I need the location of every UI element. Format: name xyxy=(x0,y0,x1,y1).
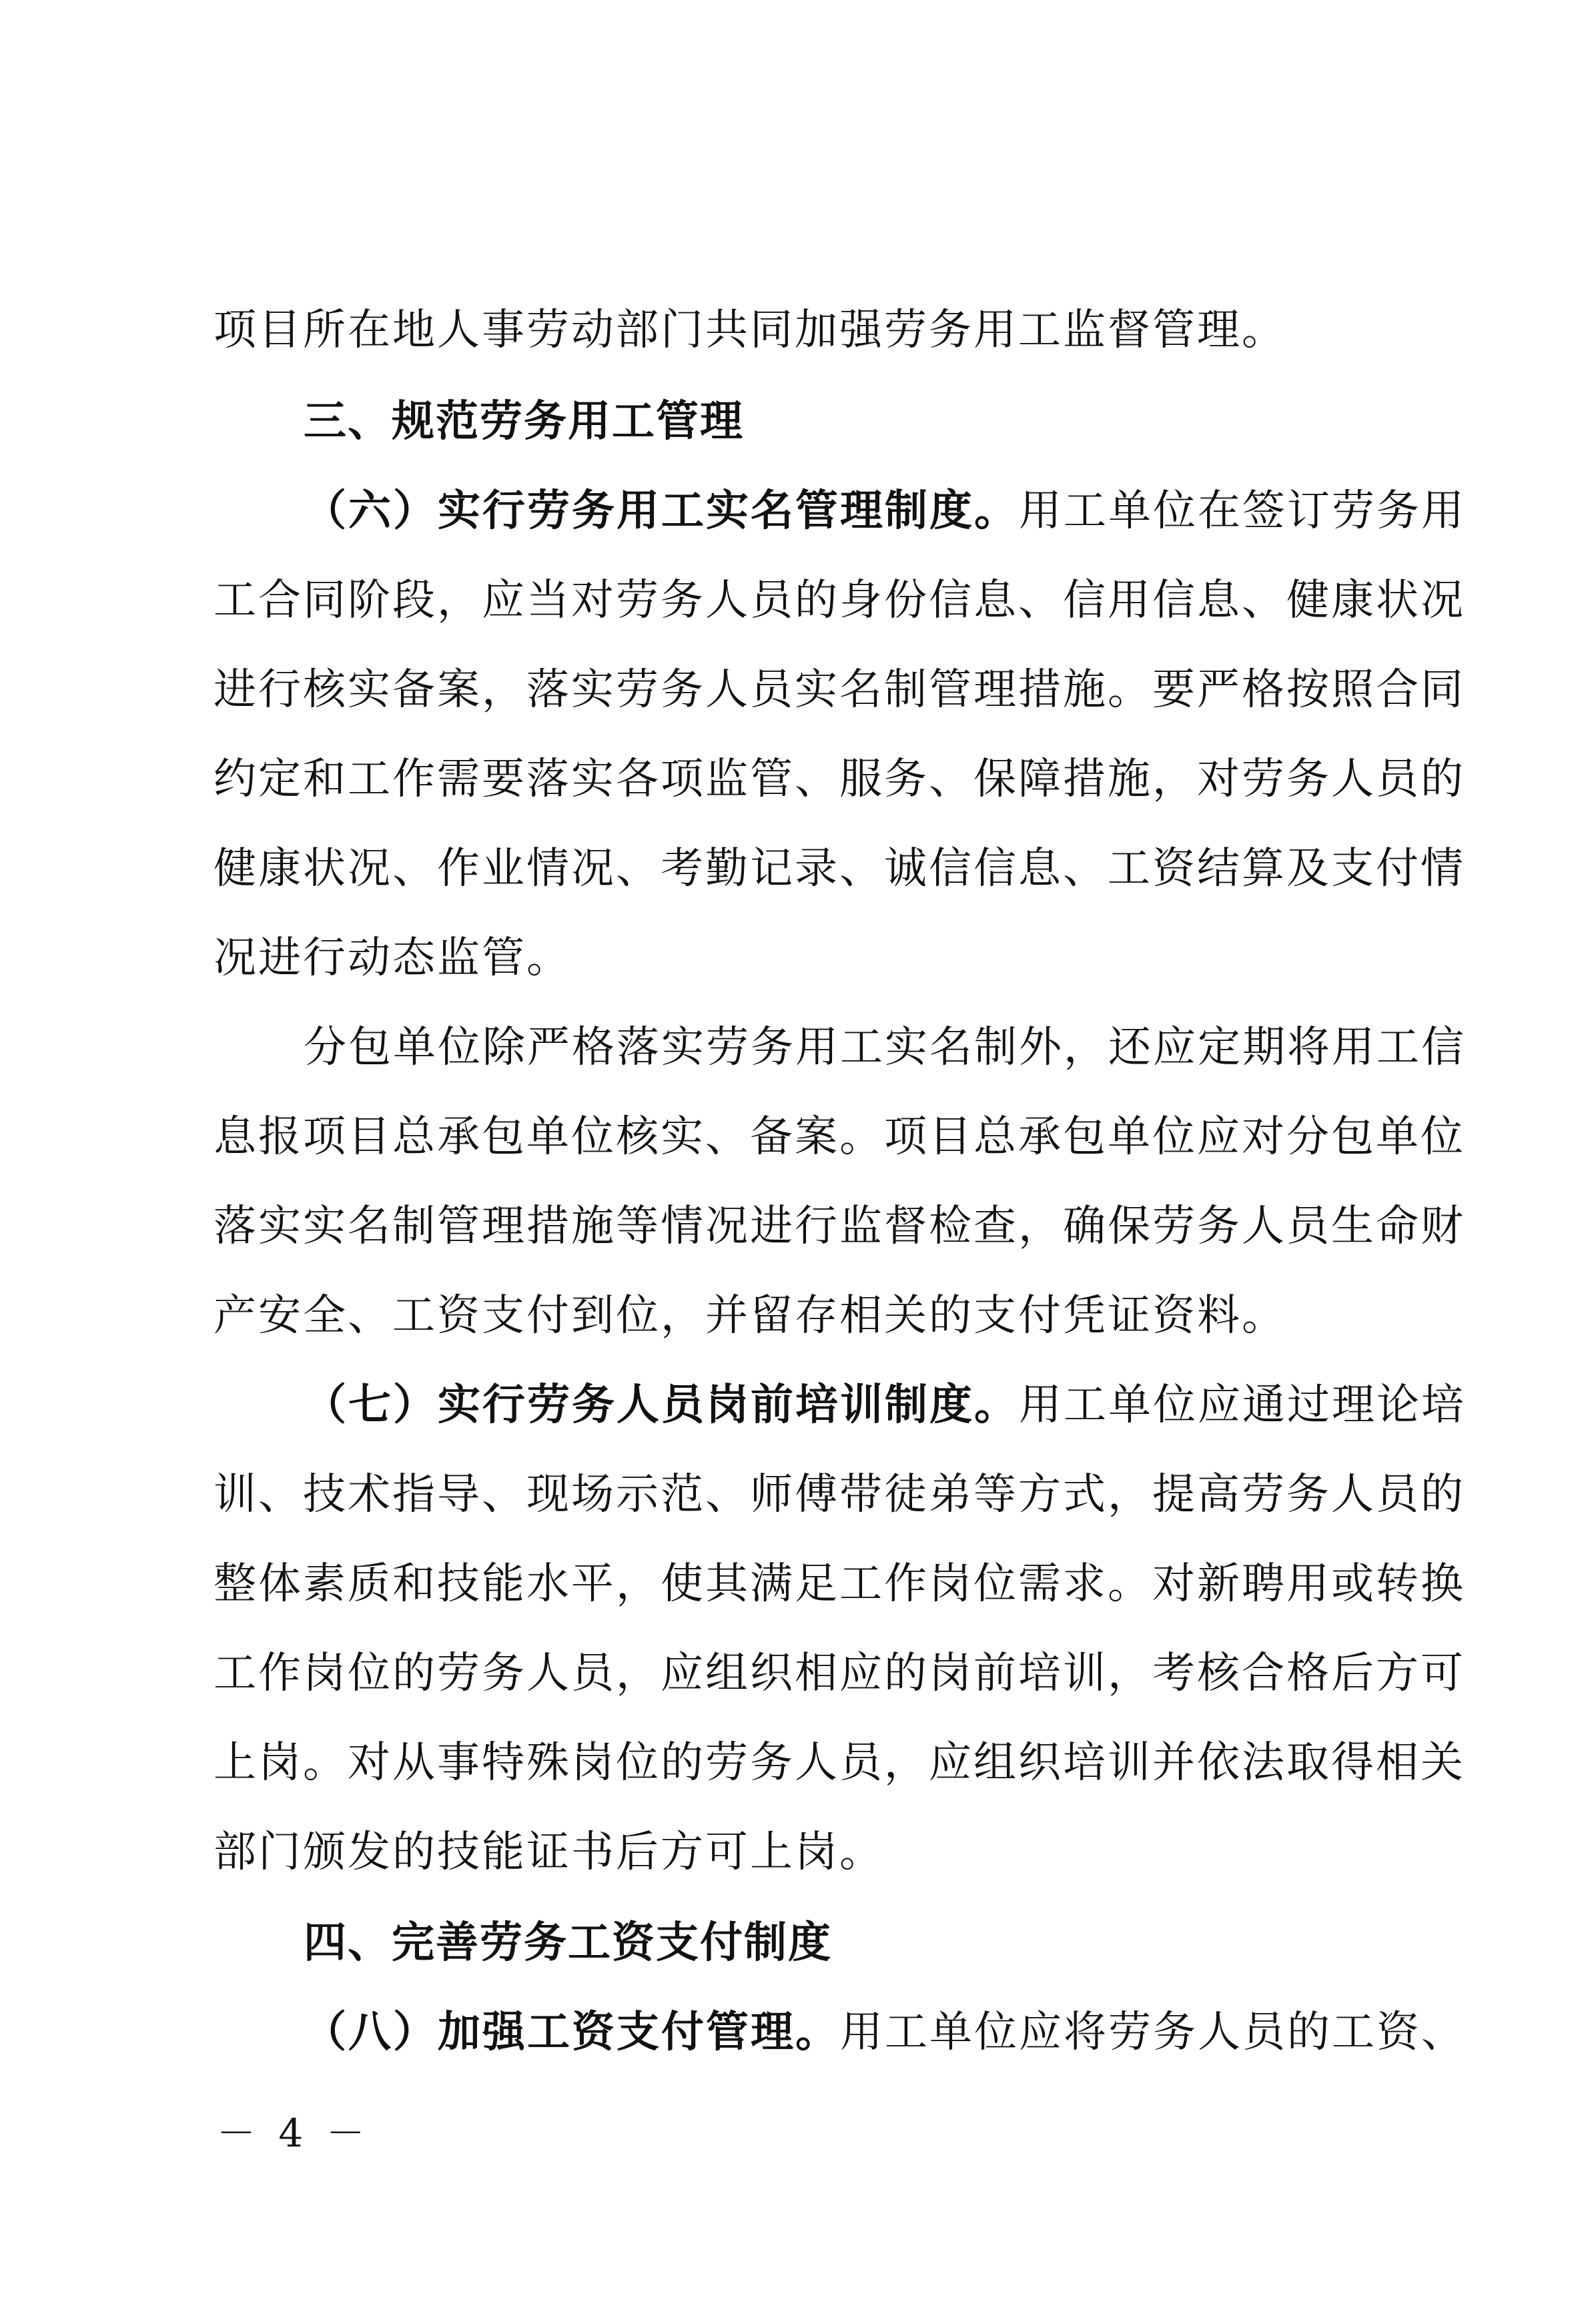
paragraph-6-start xyxy=(304,484,1545,538)
body-line-14 xyxy=(214,1468,1465,1521)
line-text: 工作岗位的劳务人员，应组织相应的岗前培训，考核合格后方可 xyxy=(214,1649,1465,1698)
section-heading-3 xyxy=(304,395,1545,448)
line-text: 健康状况、作业情况、考勤记录、诚信信息、工资结算及支付情 xyxy=(214,844,1465,893)
line-text: 工合同阶段，应当对劳务人员的身份信息、信用信息、健康状况 xyxy=(214,576,1465,625)
body-line-4 xyxy=(214,574,1465,627)
body-line-6 xyxy=(214,753,1465,806)
line-text: 用工单位应将劳务人员的工资、 xyxy=(840,2008,1466,2057)
line-text: 进行核实备案，落实劳务人员实名制管理措施。要严格按照合同 xyxy=(214,665,1465,715)
line-text: 项目所在地人事劳动部门共同加强劳务用工监督管理。 xyxy=(214,306,1286,355)
paragraph-lead: （八）加强工资支付管理。 xyxy=(304,2007,840,2057)
line-text: 用工单位应通过理论培 xyxy=(1019,1381,1466,1430)
body-line-11 xyxy=(214,1200,1465,1253)
paragraph-lead: （七）实行劳务人员岗前培训制度。 xyxy=(304,1380,1019,1430)
paragraph-7-start xyxy=(304,1379,1545,1432)
paragraph-8-start xyxy=(304,2006,1545,2059)
paragraph-subcontract-start xyxy=(304,1021,1545,1074)
line-text: 约定和工作需要落实各项监管、服务、保障措施，对劳务人员的 xyxy=(214,755,1465,804)
body-line-7 xyxy=(214,842,1465,895)
paragraph-lead: （六）实行劳务用工实名管理制度。 xyxy=(304,486,1019,536)
line-text: 训、技术指导、现场示范、师傅带徒弟等方式，提高劳务人员的 xyxy=(214,1470,1465,1519)
line-text: 用工单位在签订劳务用 xyxy=(1019,486,1466,536)
line-text: 况进行动态监管。 xyxy=(214,933,571,983)
section-heading-4 xyxy=(304,1916,1545,1970)
line-text: 上岗。对从事特殊岗位的劳务人员，应组织培训并依法取得相关 xyxy=(214,1738,1465,1788)
body-line-10 xyxy=(214,1110,1465,1164)
line-text: 部门颁发的技能证书后方可上岗。 xyxy=(214,1828,884,1877)
page-number: － 4 － xyxy=(217,2110,370,2156)
line-text: 落实实名制管理措施等情况进行监督检查，确保劳务人员生命财 xyxy=(214,1202,1465,1251)
line-text: 产安全、工资支付到位，并留存相关的支付凭证资料。 xyxy=(214,1291,1286,1340)
heading-text: 三、规范劳务用工管理 xyxy=(304,397,744,446)
body-line-18 xyxy=(214,1826,1455,1879)
heading-text: 四、完善劳务工资支付制度 xyxy=(304,1918,832,1968)
line-text: 分包单位除严格落实劳务用工实名制外，还应定期将用工信 xyxy=(304,1023,1466,1072)
body-line-8 xyxy=(214,931,1455,985)
body-line-12 xyxy=(214,1289,1455,1342)
line-text: 息报项目总承包单位核实、备案。项目总承包单位应对分包单位 xyxy=(214,1112,1465,1162)
body-line-1 xyxy=(214,304,1455,357)
body-line-5 xyxy=(214,663,1465,717)
body-line-15 xyxy=(214,1557,1465,1611)
line-text: 整体素质和技能水平，使其满足工作岗位需求。对新聘用或转换 xyxy=(214,1559,1465,1609)
body-line-16 xyxy=(214,1647,1465,1700)
body-line-17 xyxy=(214,1736,1465,1790)
